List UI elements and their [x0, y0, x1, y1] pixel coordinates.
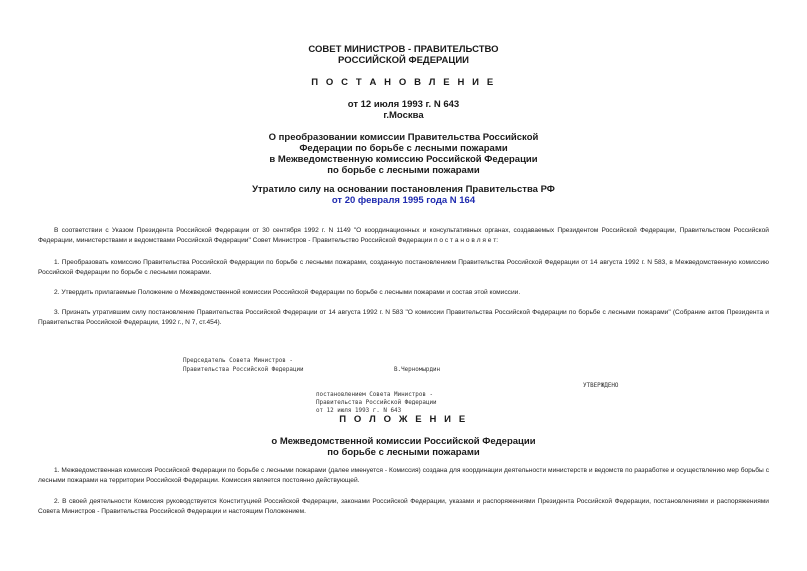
document-title-line-4: по борьбе с лесными пожарами [327, 165, 480, 176]
document-title-line-3: в Межведомственную комиссию Российской Федерации [269, 154, 538, 165]
clause-2-paragraph: 2. Утвердить прилагаемые Положение о Межведомственной комиссии Российской Федерации по борьбе с лесными пожарами и состав этой комиссии. [54, 289, 521, 296]
issuer-line-2: РОССИЙСКОЙ ФЕДЕРАЦИИ [337, 55, 469, 66]
document-type: П О С Т А Н О В Л Е Н И Е [311, 77, 496, 88]
repeal-decree-link[interactable]: от 20 февраля 1995 года N 164 [331, 195, 476, 206]
approval-line-3: от 12 июля 1993 г. N 643 [316, 408, 402, 414]
clause-1-paragraph: 1. Преобразовать комиссию Правительства Российской Федерации по борьбе с лесными пожарами, созданную постановлением Правительства Российской Федерации от 14 августа 1992 г. N 583, в Межведомственную комиссию Российской Федерации по борьбе с лесными пожарами. [38, 259, 769, 276]
document-title-line-1: О преобразовании комиссии Правительства Российской [268, 132, 539, 143]
approval-label: УТВЕРЖДЕНО [583, 383, 619, 389]
regulation-clause-2: 2. В своей деятельности Комиссия руководствуется Конституцией Российской Федерации, законами Российской Федерации, указами и распоряжениями Президента Российской Федерации, постановлениями и распоряжениями Совета Министров - Правительства Российской Федерации и настоящим Положением. [38, 498, 769, 515]
issuer-line-1: СОВЕТ МИНИСТРОВ - ПРАВИТЕЛЬСТВО [308, 44, 499, 55]
document-city: г.Москва [383, 110, 424, 121]
regulation-clause-1: 1. Межведомственная комиссия Российской Федерации по борьбе с лесными пожарами (далее именуется - Комиссия) создана для координации деятельности министерств и ведомств по разработке и осуществлению мер борьбы с лесными пожарами на территории Российской Федерации. Комиссия является постоянно действующей. [38, 467, 769, 484]
regulation-title-line-2: по борьбе с лесными пожарами [327, 447, 480, 458]
signatory-role-line-1: Председатель Совета Министров - [183, 358, 293, 364]
preamble-paragraph: В соответствии с Указом Президента Российской Федерации от 30 сентября 1992 г. N 1149 "О координационных и консультативных органах, создаваемых Президентом Российской Федерации, Правительством Российской Федерации, министерствами и ведомствами Российской Федерации" Совет Министров - Правительство Российской Федерации п о с т а н о в л я е т: [38, 227, 769, 244]
clause-3-paragraph: 3. Признать утратившим силу постановление Правительства Российской Федерации от 14 августа 1992 г. N 583 "О комиссии Правительства Российской Федерации по борьбе с лесными пожарами" (Собрание актов Президента и Правительства Российской Федерации, 1992 г., N 7, ст.454). [38, 309, 769, 326]
approval-line-1: постановлением Совета Министров - [316, 392, 434, 398]
signatory-role-line-2: Правительства Российской Федерации [183, 367, 304, 373]
approval-line-2: Правительства Российской Федерации [316, 400, 437, 406]
document-date-number: от 12 июля 1993 г. N 643 [347, 99, 460, 110]
regulation-heading: П О Л О Ж Е Н И Е [339, 414, 468, 425]
document-title-line-2: Федерации по борьбе с лесными пожарами [299, 143, 508, 154]
signatory-name: В.Черномырдин [394, 367, 441, 373]
regulation-title-line-1: о Межведомственной комиссии Российской Федерации [271, 436, 536, 447]
repeal-status-text: Утратило силу на основании постановления Правительства РФ [252, 184, 555, 195]
